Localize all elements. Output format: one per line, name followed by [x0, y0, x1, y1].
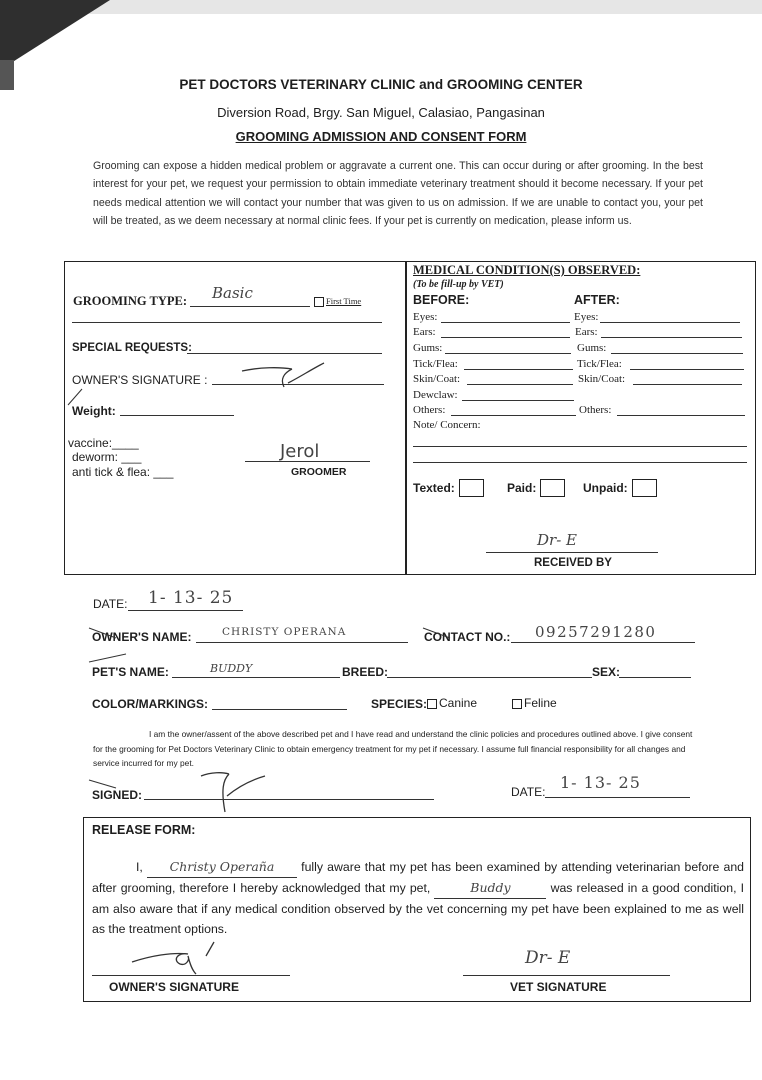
signed-label: SIGNED: — [92, 788, 143, 802]
paid-checkbox[interactable] — [540, 479, 565, 497]
species-canine-option[interactable] — [427, 696, 477, 710]
received-by-label: RECEIVED BY — [534, 557, 612, 569]
breed-label: BREED: — [342, 665, 389, 679]
pet-name-label: PET'S NAME: — [92, 665, 169, 679]
grooming-type-line — [190, 306, 310, 307]
pet-name-value[interactable]: BUDDY — [210, 662, 253, 675]
paid-label: Paid: — [507, 481, 537, 495]
note-line-2[interactable] — [413, 462, 747, 463]
release-owner-signature-mark — [130, 940, 240, 976]
page-top-edge — [0, 0, 762, 14]
received-by-line — [486, 552, 658, 553]
after-others-label: Others: — [579, 404, 612, 416]
after-gums-line[interactable] — [611, 353, 743, 354]
pet-name-strike — [88, 652, 128, 664]
breed-line[interactable] — [387, 677, 592, 678]
before-gums-line[interactable] — [445, 353, 571, 354]
before-label: BEFORE: — [413, 293, 470, 307]
after-tickflea-line[interactable] — [630, 369, 744, 370]
texted-label: Texted: — [413, 481, 455, 495]
groomer-name[interactable]: Jerol — [280, 441, 320, 462]
feline-label: Feline — [524, 696, 557, 710]
owner-signature-label: OWNER'S SIGNATURE : — [72, 373, 208, 387]
grooming-type-label: GROOMING TYPE: — [73, 294, 188, 308]
release-text-1: I, — [136, 860, 143, 874]
before-tickflea-label: Tick/Flea: — [413, 358, 458, 370]
special-requests-label: SPECIAL REQUESTS: — [72, 342, 192, 354]
before-dewclaw-label: Dewclaw: — [413, 389, 458, 401]
release-text-3: was released in a good condition, I am also aware that if any medical condition observed by the vet concerning my pet have been explained to me as well as the treatment options. — [92, 881, 745, 936]
signed-signature-mark — [195, 770, 270, 816]
contact-value[interactable]: 09257291280 — [535, 623, 657, 641]
release-owner-sig-label: OWNER'S SIGNATURE — [109, 980, 239, 994]
before-gums-label: Gums: — [413, 342, 443, 354]
owner-name-label: OWNER'S NAME: — [92, 630, 192, 644]
consent-paragraph: I am the owner/assent of the above described pet and I have read and understand the clinic policies and procedures outlined above. I give consent for the grooming for Pet Doctors Veterinary Clinic to obtain emergency treatment for my pet if necessary. I assume full financial responsibility for all changes and service incurred for my pet. — [93, 729, 693, 769]
grooming-type-value[interactable]: Basic — [212, 284, 253, 302]
before-dewclaw-line[interactable] — [462, 400, 574, 401]
owner-signature-mark — [240, 357, 330, 393]
signed-date-value[interactable]: 1- 13- 25 — [560, 773, 641, 792]
contact-strike — [422, 626, 452, 640]
anti-tick-field[interactable]: anti tick & flea: ___ — [72, 465, 174, 479]
grooming-type-extra-line — [72, 322, 382, 323]
special-requests-line[interactable] — [187, 353, 382, 354]
after-ears-label: Ears: — [575, 326, 598, 338]
feline-checkbox[interactable] — [512, 699, 522, 709]
signed-strike — [88, 778, 118, 790]
release-owner-sig-line[interactable] — [92, 975, 290, 976]
first-time-box[interactable] — [314, 297, 324, 307]
before-ears-label: Ears: — [413, 326, 436, 338]
color-markings-line[interactable] — [212, 709, 347, 710]
release-text-2: fully aware that my pet has been examined by attending veterinarian before and after grooming, therefore I hereby acknowledged that my pet, — [92, 860, 745, 895]
before-skincoat-line[interactable] — [467, 384, 573, 385]
before-skincoat-label: Skin/Coat: — [413, 373, 461, 385]
before-eyes-label: Eyes: — [413, 311, 438, 323]
species-feline-option[interactable] — [512, 696, 557, 710]
deworm-field[interactable]: deworm: ___ — [72, 450, 142, 464]
canine-label: Canine — [439, 696, 478, 710]
release-vet-sig-line[interactable] — [463, 975, 670, 976]
color-markings-label: COLOR/MARKINGS: — [92, 697, 208, 711]
release-pet-name[interactable]: Buddy — [434, 878, 546, 899]
after-skincoat-label: Skin/Coat: — [578, 373, 626, 385]
release-paragraph — [92, 857, 744, 939]
page-fold-shadow — [0, 0, 110, 70]
received-by-value[interactable]: Dr- E — [537, 531, 577, 549]
note-concern-label: Note/ Concern: — [413, 419, 481, 431]
release-owner-name[interactable]: Christy Operaña — [147, 857, 297, 878]
after-eyes-line[interactable] — [600, 322, 740, 323]
signed-date-line — [545, 797, 690, 798]
owner-name-value[interactable]: CHRISTY OPERANA — [222, 626, 347, 638]
species-label: SPECIES: — [371, 697, 428, 711]
before-others-line[interactable] — [451, 415, 576, 416]
owner-name-line — [196, 642, 408, 643]
groomer-label: GROOMER — [291, 466, 347, 478]
contact-line — [511, 642, 695, 643]
before-tickflea-line[interactable] — [464, 369, 573, 370]
weight-line[interactable] — [120, 415, 234, 416]
intro-paragraph: Grooming can expose a hidden medical problem or aggravate a current one. This can occur during or after grooming. In the best interest for your pet, we request your permission to obtain immediate veterinary treatment should it become necessary. If your pet needs medical attention we will contact your number that was given to us on admission. If we are unable to contact you, your pet will be treated, as we deem necessary at normal clinic fees. If your pet is currently on medication, please inform us. — [93, 160, 703, 228]
after-label: AFTER: — [574, 293, 620, 307]
groomer-line — [245, 461, 370, 462]
texted-checkbox[interactable] — [459, 479, 484, 497]
grooming-box-divider — [405, 261, 407, 574]
after-ears-line[interactable] — [601, 337, 742, 338]
weight-label: Weight: — [72, 404, 116, 418]
date-value[interactable]: 1- 13- 25 — [148, 588, 234, 608]
medical-condition-subtitle: (To be fill-up by VET) — [413, 279, 504, 290]
release-vet-sig-label: VET SIGNATURE — [510, 980, 607, 994]
form-title: GROOMING ADMISSION AND CONSENT FORM — [235, 129, 527, 144]
after-gums-label: Gums: — [577, 342, 607, 354]
unpaid-label: Unpaid: — [583, 481, 628, 495]
clinic-name: PET DOCTORS VETERINARY CLINIC and GROOMING CENTER — [179, 77, 583, 92]
date-line — [128, 610, 243, 611]
before-ears-line[interactable] — [441, 337, 570, 338]
sex-line[interactable] — [619, 677, 691, 678]
first-time-checkbox[interactable] — [314, 296, 361, 307]
pet-name-line — [172, 677, 340, 678]
clinic-address: Diversion Road, Brgy. San Miguel, Calasiao, Pangasinan — [217, 105, 545, 120]
date-label: DATE: — [93, 597, 128, 611]
after-eyes-label: Eyes: — [574, 311, 599, 323]
before-eyes-line[interactable] — [441, 322, 570, 323]
vaccine-field[interactable]: vaccine:____ — [68, 436, 139, 450]
signed-line[interactable] — [144, 799, 434, 800]
after-others-line[interactable] — [617, 415, 745, 416]
signed-date-label: DATE: — [511, 785, 546, 799]
sex-label: SEX: — [592, 665, 621, 679]
after-skincoat-line[interactable] — [633, 384, 742, 385]
contact-label: CONTACT NO.: — [424, 630, 511, 644]
note-line-1[interactable] — [413, 446, 747, 447]
owner-name-strike — [88, 626, 118, 640]
after-tickflea-label: Tick/Flea: — [577, 358, 622, 370]
unpaid-checkbox[interactable] — [632, 479, 657, 497]
canine-checkbox[interactable] — [427, 699, 437, 709]
first-time-label: First Time — [326, 296, 362, 306]
release-form-title: RELEASE FORM: — [92, 823, 196, 837]
before-others-label: Others: — [413, 404, 446, 416]
release-vet-sig-value[interactable]: Dr- E — [525, 948, 571, 968]
medical-condition-title: MEDICAL CONDITION(S) OBSERVED: — [413, 263, 641, 277]
